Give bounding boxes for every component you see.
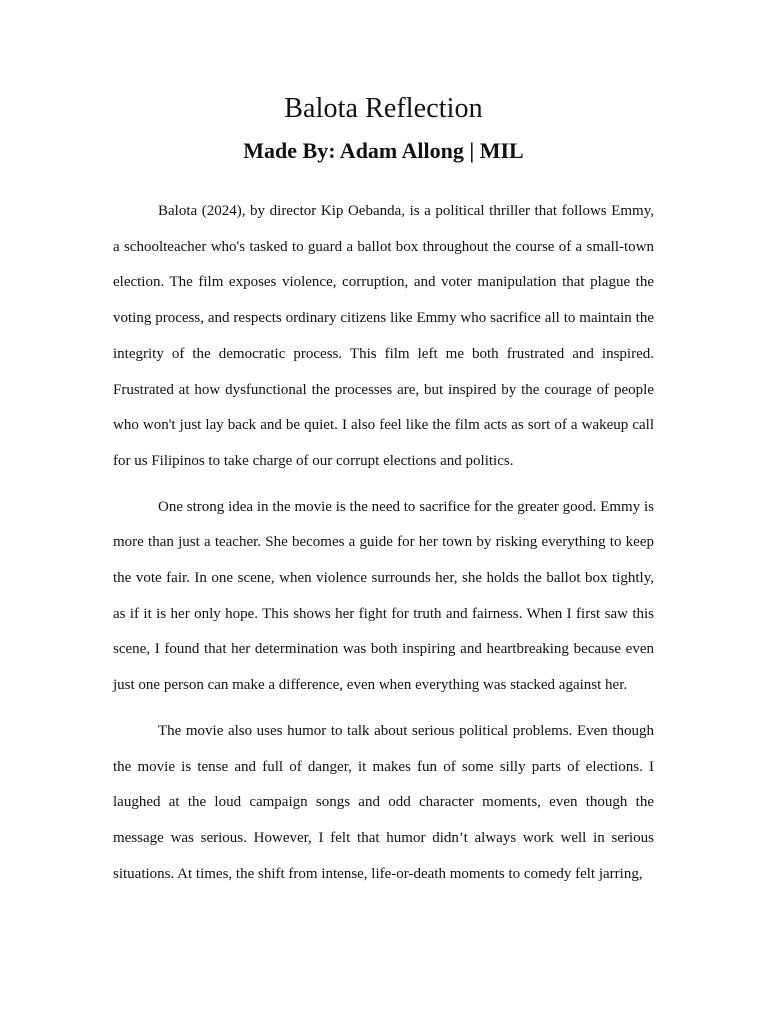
document-body	[113, 194, 654, 892]
document-page	[113, 90, 654, 902]
document-subtitle: Made By: Adam Allong | MIL	[243, 138, 524, 163]
paragraph-3: The movie also uses humor to talk about serious political problems. Even though the movie is tense and full of danger, it makes fun of some silly parts of elections. I laughed at the loud campaign songs and odd character moments, even though the message was serious. However, I felt that humor didn’t always work well in serious situations. At times, the shift from intense, life-or-death moments to comedy felt jarring,	[113, 722, 654, 882]
paragraph-2: One strong idea in the movie is the need to sacrifice for the greater good. Emmy is more than just a teacher. She becomes a guide for her town by risking everything to keep the vote fair. In one scene, when violence surrounds her, she holds the ballot box tightly, as if it is her only hope. This shows her fight for truth and fairness. When I first saw this scene, I found that her determination was both inspiring and heartbreaking because even just one person can make a difference, even when everything was stacked against her.	[113, 498, 654, 694]
document-title: Balota Reflection	[284, 93, 483, 124]
paragraph-1: Balota (2024), by director Kip Oebanda, is a political thriller that follows Emmy, a schoolteacher who's tasked to guard a ballot box throughout the course of a small-town election. The film exposes violence, corruption, and voter manipulation that plague the voting process, and respects ordinary citizens like Emmy who sacrifice all to maintain the integrity of the democratic process. This film left me both frustrated and inspired. Frustrated at how dysfunctional the processes are, but inspired by the courage of people who won't just lay back and be quiet. I also feel like the film acts as sort of a wakeup call for us Filipinos to take charge of our corrupt elections and politics.	[113, 203, 654, 469]
